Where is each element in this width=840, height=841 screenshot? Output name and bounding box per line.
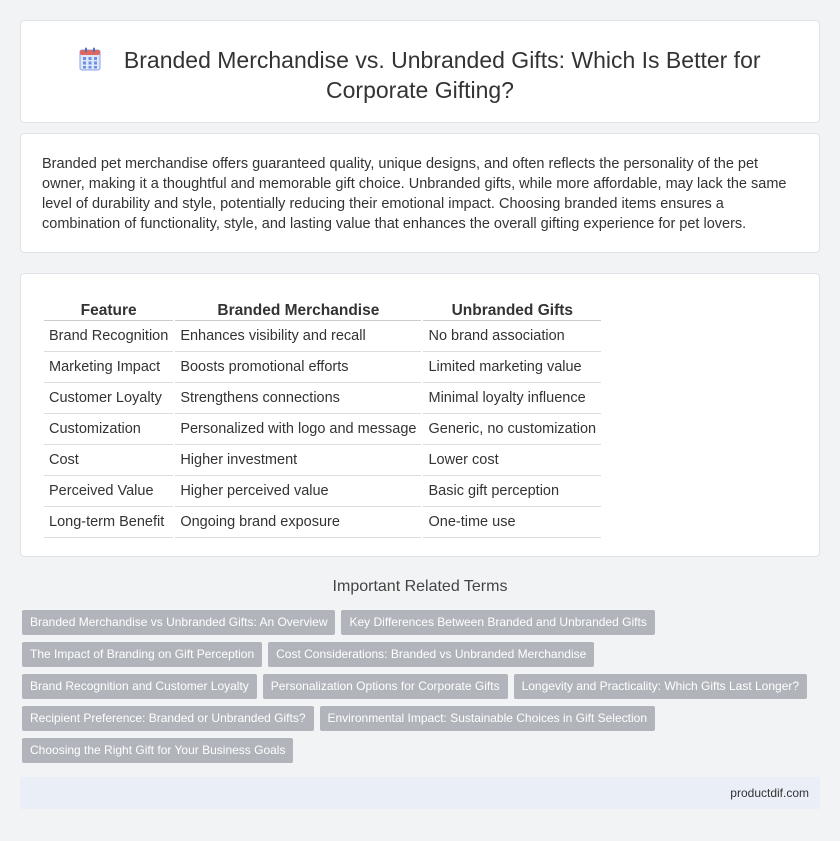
related-terms-list — [22, 610, 822, 770]
table-header-row — [44, 294, 601, 321]
related-term-tag[interactable]: Brand Recognition and Customer Loyalty — [22, 674, 257, 699]
table-cell: Higher perceived value — [175, 476, 421, 507]
table-cell: Boosts promotional efforts — [175, 352, 421, 383]
tag-row — [22, 642, 822, 674]
intro-paragraph: Branded pet merchandise offers guaranteed quality, unique designs, and often reflects the personality of the pet owner, making it a thoughtful and memorable gift choice. Unbranded gifts, while more affordable, may lack the same level of durability and style, potentially reducing their emotional impact. Choosing branded items ensures a combination of functionality, style, and lasting value that enhances the overall gifting experience for pet lovers. — [42, 156, 787, 232]
related-term-tag[interactable]: The Impact of Branding on Gift Perception — [22, 642, 262, 667]
table-cell: Higher investment — [175, 445, 421, 476]
column-header-feature: Feature — [44, 294, 173, 321]
footer-site-link[interactable]: productdif.com — [730, 786, 809, 800]
related-term-tag[interactable]: Recipient Preference: Branded or Unbranded Gifts? — [22, 706, 314, 731]
table-cell: Limited marketing value — [423, 352, 601, 383]
table-cell: Customer Loyalty — [44, 383, 173, 414]
page-title: Branded Merchandise vs. Unbranded Gifts: Which Is Better for Corporate Gifting? — [123, 47, 761, 103]
column-header-unbranded: Unbranded Gifts — [423, 294, 601, 321]
column-header-branded: Branded Merchandise — [175, 294, 421, 321]
table-cell: Customization — [44, 414, 173, 445]
related-term-tag[interactable]: Cost Considerations: Branded vs Unbranded Merchandise — [268, 642, 594, 667]
table-cell: Lower cost — [423, 445, 601, 476]
related-term-tag[interactable]: Personalization Options for Corporate Gifts — [263, 674, 508, 699]
comparison-table — [42, 294, 603, 538]
table-cell: Cost — [44, 445, 173, 476]
related-terms-title: Important Related Terms — [332, 578, 508, 595]
related-term-tag[interactable]: Longevity and Practicality: Which Gifts Last Longer? — [514, 674, 807, 699]
title-wrap — [21, 45, 819, 105]
table-cell: Long-term Benefit — [44, 507, 173, 538]
table-row — [44, 507, 601, 538]
table-cell: Generic, no customization — [423, 414, 601, 445]
tag-row — [22, 706, 822, 738]
table-row — [44, 414, 601, 445]
table-row — [44, 352, 601, 383]
table-cell: Strengthens connections — [175, 383, 421, 414]
related-term-tag[interactable]: Choosing the Right Gift for Your Business Goals — [22, 738, 293, 763]
related-term-tag[interactable]: Key Differences Between Branded and Unbranded Gifts — [341, 610, 654, 635]
table-cell: Brand Recognition — [44, 321, 173, 352]
footer — [20, 777, 820, 809]
header-card — [20, 20, 820, 123]
table-cell: Marketing Impact — [44, 352, 173, 383]
intro-card — [20, 133, 820, 253]
calendar-icon — [79, 47, 101, 71]
tag-row — [22, 610, 822, 642]
table-cell: No brand association — [423, 321, 601, 352]
related-term-tag[interactable]: Branded Merchandise vs Unbranded Gifts: An Overview — [22, 610, 335, 635]
table-cell: Basic gift perception — [423, 476, 601, 507]
table-cell: Enhances visibility and recall — [175, 321, 421, 352]
table-cell: Ongoing brand exposure — [175, 507, 421, 538]
table-row — [44, 321, 601, 352]
table-row — [44, 476, 601, 507]
table-cell: Minimal loyalty influence — [423, 383, 601, 414]
table-cell: One-time use — [423, 507, 601, 538]
tag-row — [22, 738, 822, 770]
related-term-tag[interactable]: Environmental Impact: Sustainable Choices in Gift Selection — [320, 706, 656, 731]
table-cell: Perceived Value — [44, 476, 173, 507]
table-cell: Personalized with logo and message — [175, 414, 421, 445]
table-row — [44, 383, 601, 414]
table-row — [44, 445, 601, 476]
tag-row — [22, 674, 822, 706]
comparison-table-card — [20, 273, 820, 557]
